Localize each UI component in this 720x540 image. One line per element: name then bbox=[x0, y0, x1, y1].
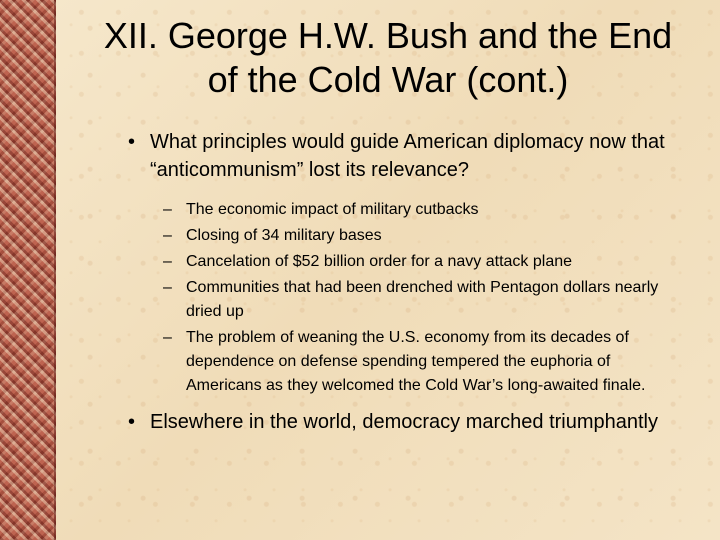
bullet-text: What principles would guide American diplomacy now that “anticommunism” lost its relevance? bbox=[150, 131, 665, 181]
sub-list bbox=[163, 198, 688, 398]
bullet-marker: • bbox=[128, 411, 136, 433]
sub-item bbox=[163, 276, 688, 324]
title-line-2: of the Cold War (cont.) bbox=[207, 59, 569, 100]
decorative-left-border bbox=[0, 0, 56, 540]
dash-marker: – bbox=[163, 201, 172, 218]
title-line-1: XII. George H.W. Bush and the End bbox=[103, 15, 673, 56]
bullet-item bbox=[128, 408, 688, 436]
sub-item bbox=[163, 224, 688, 248]
sub-item-text: Communities that had been drenched with Pentagon dollars nearly dried up bbox=[186, 279, 659, 320]
slide-title bbox=[56, 14, 720, 102]
dash-marker: – bbox=[163, 279, 172, 296]
sub-item bbox=[163, 326, 688, 398]
sub-item bbox=[163, 198, 688, 222]
dash-marker: – bbox=[163, 329, 172, 346]
dash-marker: – bbox=[163, 227, 172, 244]
sub-item-text: Cancelation of $52 billion order for a navy attack plane bbox=[186, 253, 573, 270]
sub-item bbox=[163, 250, 688, 274]
bullet-text: Elsewhere in the world, democracy marched triumphantly bbox=[150, 411, 658, 433]
bullet-item bbox=[128, 128, 688, 184]
sub-item-text: The problem of weaning the U.S. economy from its decades of dependence on defense spending tempered the euphoria of Americans as they welcomed the Cold War’s long-awaited finale. bbox=[186, 329, 646, 394]
sub-item-text: The economic impact of military cutbacks bbox=[186, 201, 479, 218]
dash-marker: – bbox=[163, 253, 172, 270]
slide-body bbox=[128, 128, 688, 436]
sub-item-text: Closing of 34 military bases bbox=[186, 227, 382, 244]
bullet-marker: • bbox=[128, 131, 136, 153]
